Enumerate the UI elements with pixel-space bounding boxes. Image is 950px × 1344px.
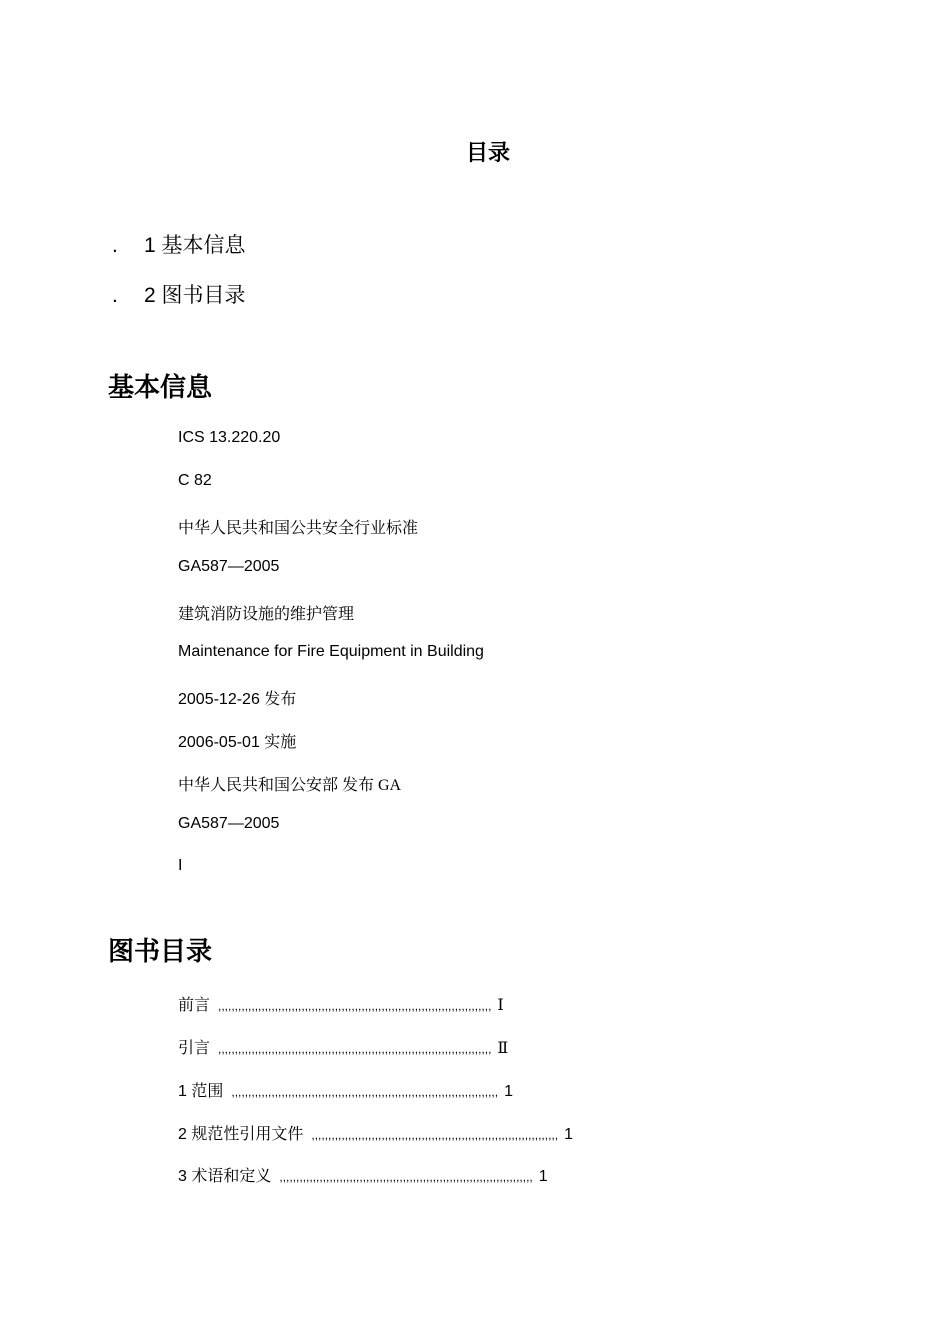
catalog-entry-title: 引言 (178, 1040, 211, 1057)
effective-date: 2006-05-01 实施 (178, 734, 297, 751)
catalog-entry-leader: ,,,,,,,,,,,,,,,,,,,,,,,,,,,,,,,,,,,,,,,,,,,,,,,,,,,,,,,,,,,,,,,,,,,,,,,,,, (311, 1128, 559, 1142)
catalog-entry-page: 1 (538, 1168, 548, 1185)
catalog-entry-page: 1 (564, 1126, 573, 1143)
standard-category: 中华人民共和国公共安全行业标准 (178, 520, 419, 537)
catalog-entry-page: Ⅱ (497, 1040, 509, 1057)
toc-item-marker: . (112, 234, 118, 257)
publish-date: 2005-12-26 发布 (178, 691, 297, 708)
catalog-entry[interactable] (178, 1078, 513, 1101)
catalog-entry-title: 1 范围 (178, 1083, 224, 1100)
catalog-entry-title: 3 术语和定义 (178, 1168, 272, 1185)
section-heading-basic-info: 基本信息 (108, 373, 213, 402)
catalog-entry-leader: ,,,,,,,,,,,,,,,,,,,,,,,,,,,,,,,,,,,,,,,,,,,,,,,,,,,,,,,,,,,,,,,,,,,,,,,,,,,,,,,,,, (218, 999, 492, 1013)
standard-number: GA587—2005 (178, 558, 280, 575)
section-heading-catalog: 图书目录 (108, 937, 213, 966)
catalog-entry[interactable] (178, 1035, 508, 1058)
catalog-entry-page: 1 (504, 1083, 513, 1100)
standard-number-footer: GA587—2005 (178, 815, 280, 832)
catalog-entry[interactable] (178, 1163, 548, 1186)
toc-item-basic-info[interactable] (112, 229, 246, 259)
toc-item-label: 2 图书目录 (144, 284, 246, 307)
toc-title: 目录 (465, 140, 510, 165)
page-roman-numeral: I (178, 857, 183, 874)
toc-item-marker: . (112, 284, 118, 307)
catalog-entry-leader: ,,,,,,,,,,,,,,,,,,,,,,,,,,,,,,,,,,,,,,,,,,,,,,,,,,,,,,,,,,,,,,,,,,,,,,,,,,,,,,,,,, (218, 1042, 492, 1056)
catalog-entry-leader: ,,,,,,,,,,,,,,,,,,,,,,,,,,,,,,,,,,,,,,,,,,,,,,,,,,,,,,,,,,,,,,,,,,,,,,,,,,,,,,,, (231, 1085, 499, 1099)
toc-item-catalog[interactable] (112, 279, 246, 309)
catalog-entry[interactable] (178, 992, 504, 1015)
classification-code: C 82 (178, 472, 212, 489)
catalog-entry-page: Ⅰ (497, 997, 504, 1014)
standard-title-cn: 建筑消防设施的维护管理 (178, 606, 355, 623)
catalog-entry-leader: ,,,,,,,,,,,,,,,,,,,,,,,,,,,,,,,,,,,,,,,,,,,,,,,,,,,,,,,,,,,,,,,,,,,,,,,,,,,, (279, 1170, 533, 1184)
catalog-entry-title: 前言 (178, 997, 211, 1014)
toc-item-label: 1 基本信息 (144, 234, 246, 257)
ics-code: ICS 13.220.20 (178, 429, 281, 446)
catalog-entry-title: 2 规范性引用文件 (178, 1126, 304, 1143)
publisher: 中华人民共和国公安部 发布 GA (178, 777, 402, 794)
catalog-entry[interactable] (178, 1121, 573, 1144)
standard-title-en: Maintenance for Fire Equipment in Building (178, 643, 484, 660)
